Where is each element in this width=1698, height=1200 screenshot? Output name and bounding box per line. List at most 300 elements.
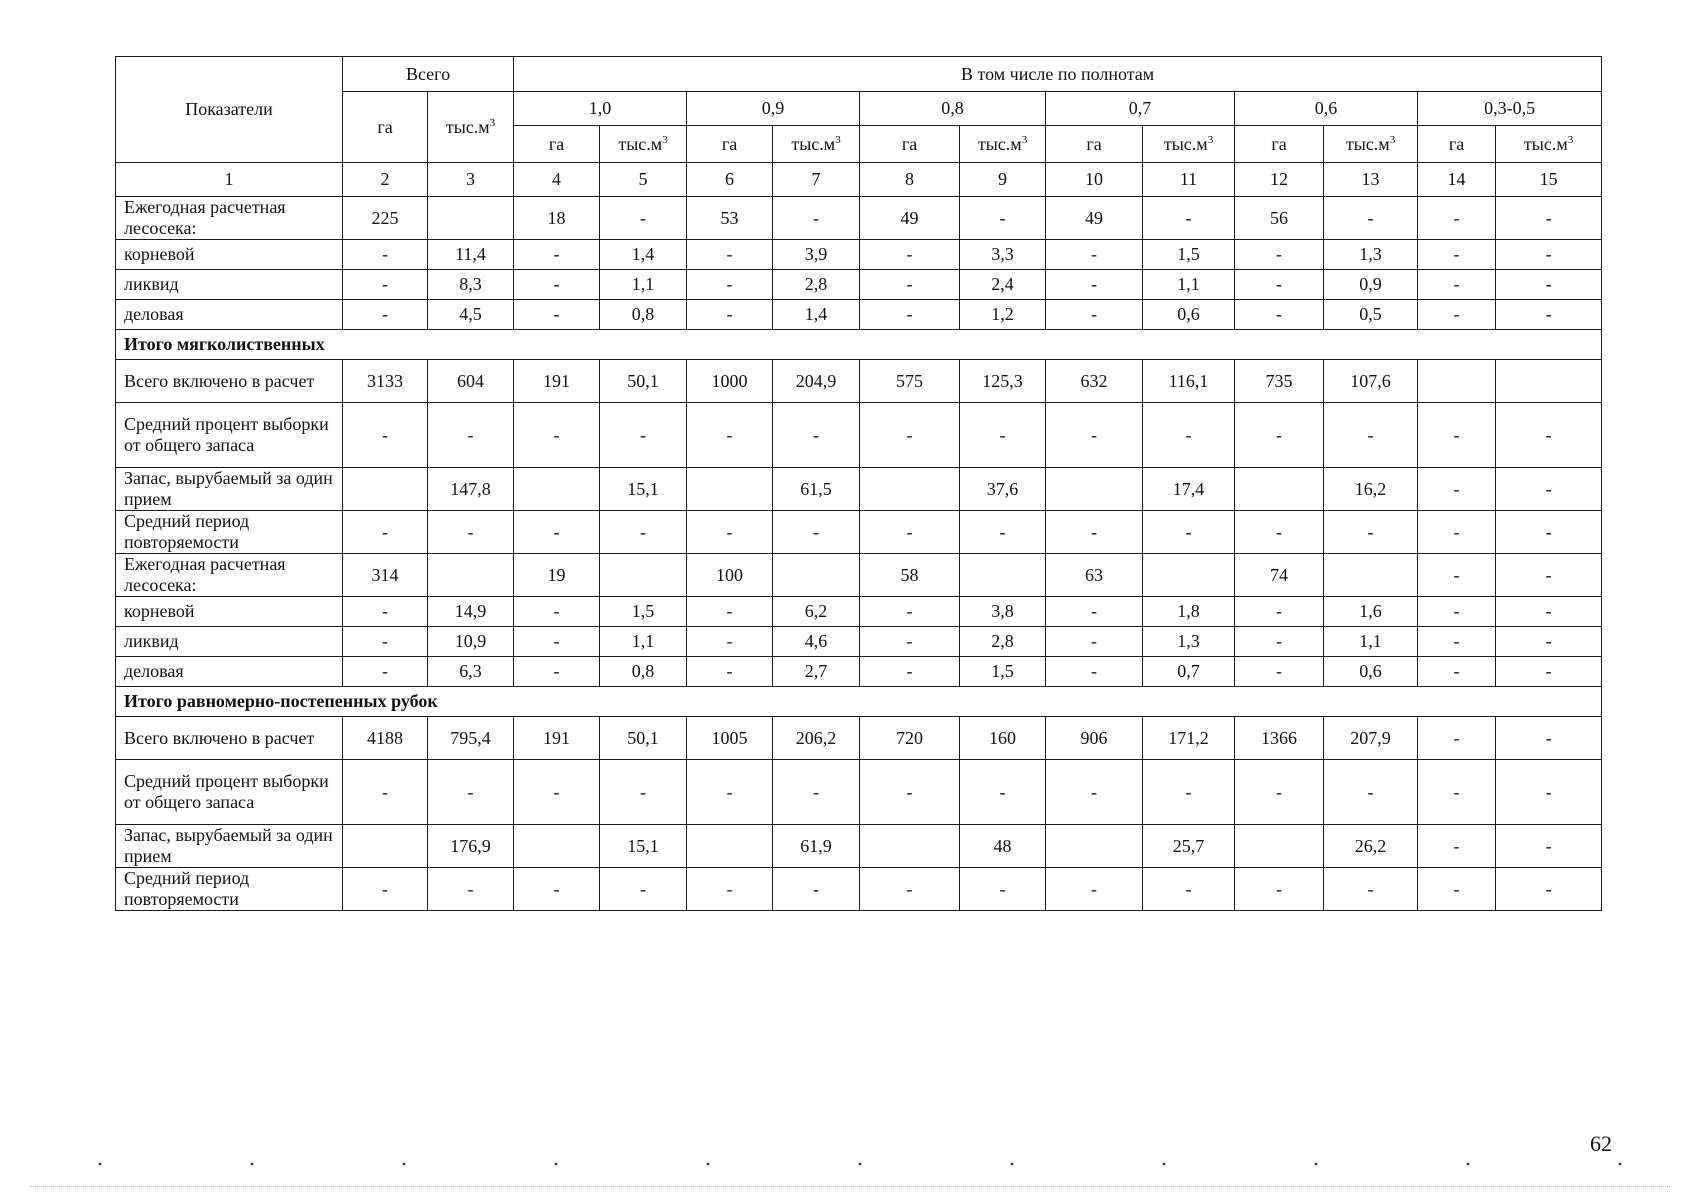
header-total: Всего: [343, 57, 514, 92]
table-cell: 49: [860, 197, 960, 240]
table-cell: -: [1324, 760, 1418, 825]
table-body: [116, 197, 1602, 911]
table-cell: -: [343, 300, 428, 330]
table-row: [116, 240, 1602, 270]
table-cell: 147,8: [428, 468, 514, 511]
table-cell: -: [600, 760, 687, 825]
column-number: 4: [514, 163, 600, 197]
unit-ha-header: га: [1418, 126, 1496, 163]
table-cell: 0,9: [1324, 270, 1418, 300]
table-cell: -: [773, 760, 860, 825]
table-cell: -: [343, 403, 428, 468]
column-number: 11: [1143, 163, 1235, 197]
header-indicators: Показатели: [116, 57, 343, 163]
table-cell: 0,8: [600, 657, 687, 687]
table-cell: -: [428, 511, 514, 554]
table-cell: -: [1235, 760, 1324, 825]
table-cell: 1,1: [600, 627, 687, 657]
page-number: 62: [1590, 1131, 1612, 1156]
table-cell: 1,5: [600, 597, 687, 627]
scan-dot: [1163, 1163, 1166, 1166]
table-row: [116, 197, 1602, 240]
table-cell: -: [1418, 554, 1496, 597]
table-cell: -: [1418, 468, 1496, 511]
table-cell: -: [343, 511, 428, 554]
table-cell: 906: [1046, 717, 1143, 760]
section-row: [116, 687, 1602, 717]
table-cell: -: [343, 270, 428, 300]
scan-artifact-dots: [95, 1158, 1655, 1170]
table-row: [116, 627, 1602, 657]
table-cell: -: [773, 868, 860, 911]
table-cell: -: [1143, 760, 1235, 825]
table-cell: -: [687, 760, 773, 825]
row-label: Средний период повторяемости: [116, 511, 343, 554]
table-cell: -: [514, 597, 600, 627]
table-cell: 1,4: [600, 240, 687, 270]
table-cell: [600, 554, 687, 597]
table-cell: -: [1046, 403, 1143, 468]
table-cell: -: [600, 868, 687, 911]
table-cell: 1,5: [1143, 240, 1235, 270]
density-header: 0,6: [1235, 92, 1418, 126]
table-cell: 56: [1235, 197, 1324, 240]
table-cell: -: [1046, 657, 1143, 687]
table-cell: -: [687, 597, 773, 627]
table-cell: 10,9: [428, 627, 514, 657]
table-cell: -: [687, 270, 773, 300]
table-cell: -: [1046, 270, 1143, 300]
table-cell: -: [1324, 868, 1418, 911]
table-cell: -: [428, 403, 514, 468]
row-label: Средний процент выборки от общего запаса: [116, 403, 343, 468]
unit-volume-header: $тыс.м^3$: [1496, 126, 1602, 163]
scan-dot: [99, 1163, 102, 1166]
table-cell: -: [343, 760, 428, 825]
table-cell: 25,7: [1143, 825, 1235, 868]
table-cell: 50,1: [600, 717, 687, 760]
table-cell: 191: [514, 717, 600, 760]
table-row: [116, 300, 1602, 330]
column-number: 10: [1046, 163, 1143, 197]
table-cell: -: [1496, 300, 1602, 330]
table-row: [116, 360, 1602, 403]
density-header: 0,8: [860, 92, 1046, 126]
table-cell: -: [514, 403, 600, 468]
table-cell: -: [1046, 240, 1143, 270]
table-cell: [1046, 468, 1143, 511]
section-title: Итого мягколиственных: [116, 330, 1602, 360]
table-cell: -: [1143, 868, 1235, 911]
table-cell: -: [1496, 240, 1602, 270]
table-cell: -: [687, 403, 773, 468]
row-label: Ежегодная расчетная лесосека:: [116, 554, 343, 597]
table-cell: 14,9: [428, 597, 514, 627]
table-cell: 4188: [343, 717, 428, 760]
table-cell: 15,1: [600, 468, 687, 511]
table-cell: -: [1418, 270, 1496, 300]
table-cell: -: [1496, 468, 1602, 511]
unit-volume-header: $тыс.м^3$: [600, 126, 687, 163]
table-cell: [1496, 360, 1602, 403]
table-cell: 1,1: [600, 270, 687, 300]
table-row: [116, 270, 1602, 300]
row-label: Средний период повторяемости: [116, 868, 343, 911]
table-cell: 0,8: [600, 300, 687, 330]
table-cell: 16,2: [1324, 468, 1418, 511]
table-cell: -: [687, 300, 773, 330]
scan-dot: [859, 1163, 862, 1166]
table-cell: 37,6: [960, 468, 1046, 511]
table-cell: -: [1046, 511, 1143, 554]
table-cell: 1,1: [1324, 627, 1418, 657]
table-cell: -: [1143, 197, 1235, 240]
table-cell: 4,5: [428, 300, 514, 330]
table-row: [116, 825, 1602, 868]
table-cell: -: [1418, 717, 1496, 760]
table-cell: -: [1496, 627, 1602, 657]
table-cell: -: [860, 868, 960, 911]
table-cell: [1235, 468, 1324, 511]
table-cell: -: [1496, 403, 1602, 468]
row-label: Всего включено в расчет: [116, 360, 343, 403]
table-cell: 2,4: [960, 270, 1046, 300]
scan-dot: [403, 1163, 406, 1166]
table-cell: -: [1046, 300, 1143, 330]
table-cell: 125,3: [960, 360, 1046, 403]
table-cell: -: [1235, 868, 1324, 911]
table-cell: 1,5: [960, 657, 1046, 687]
column-number: 6: [687, 163, 773, 197]
scan-dot: [1619, 1163, 1622, 1166]
table-cell: 74: [1235, 554, 1324, 597]
table-cell: 107,6: [1324, 360, 1418, 403]
table-cell: -: [1046, 597, 1143, 627]
table-cell: -: [1143, 511, 1235, 554]
table-row: [116, 468, 1602, 511]
row-label: Запас, вырубаемый за один прием: [116, 825, 343, 868]
row-label: Всего включено в расчет: [116, 717, 343, 760]
density-header: 0,7: [1046, 92, 1235, 126]
table-cell: -: [1418, 868, 1496, 911]
unit-ha-header: га: [1046, 126, 1143, 163]
forest-cutting-table: [115, 56, 1602, 911]
scan-dot: [1315, 1163, 1318, 1166]
table-row: [116, 597, 1602, 627]
table-cell: -: [860, 300, 960, 330]
table-cell: 1,3: [1324, 240, 1418, 270]
table-row: [116, 657, 1602, 687]
column-number: 15: [1496, 163, 1602, 197]
table-cell: -: [1418, 597, 1496, 627]
table-cell: 6,2: [773, 597, 860, 627]
table-cell: 11,4: [428, 240, 514, 270]
table-cell: [960, 554, 1046, 597]
table-cell: 48: [960, 825, 1046, 868]
table-cell: -: [773, 403, 860, 468]
table-cell: [1418, 360, 1496, 403]
table-cell: -: [1418, 300, 1496, 330]
table-cell: 3,9: [773, 240, 860, 270]
table-cell: 100: [687, 554, 773, 597]
table-cell: 61,5: [773, 468, 860, 511]
unit-volume-header: $тыс.м^3$: [960, 126, 1046, 163]
table-cell: [1324, 554, 1418, 597]
table-cell: -: [960, 760, 1046, 825]
table-cell: -: [1235, 627, 1324, 657]
table-cell: [343, 468, 428, 511]
table-cell: -: [343, 657, 428, 687]
table-cell: -: [1235, 597, 1324, 627]
table-cell: -: [687, 868, 773, 911]
table-cell: 171,2: [1143, 717, 1235, 760]
header-total-volume: $тыс.м^3$: [428, 92, 514, 163]
table-cell: -: [1418, 657, 1496, 687]
table-cell: -: [514, 240, 600, 270]
column-number: 14: [1418, 163, 1496, 197]
table-cell: -: [960, 868, 1046, 911]
table-cell: -: [687, 240, 773, 270]
density-header: 0,9: [687, 92, 860, 126]
table-cell: -: [1046, 760, 1143, 825]
scan-artifact-line: [30, 1186, 1670, 1187]
table-cell: -: [1046, 868, 1143, 911]
table-cell: -: [1496, 657, 1602, 687]
column-number-row: [116, 163, 1602, 197]
table-cell: -: [1496, 597, 1602, 627]
table-cell: -: [860, 760, 960, 825]
table-cell: -: [343, 868, 428, 911]
table-cell: -: [860, 240, 960, 270]
table-cell: 0,7: [1143, 657, 1235, 687]
table-cell: 2,8: [773, 270, 860, 300]
table-cell: 604: [428, 360, 514, 403]
row-label: ликвид: [116, 270, 343, 300]
table-cell: -: [1418, 825, 1496, 868]
table-cell: 1005: [687, 717, 773, 760]
table-cell: -: [860, 597, 960, 627]
unit-ha-header: га: [514, 126, 600, 163]
table-cell: 63: [1046, 554, 1143, 597]
table-cell: [428, 554, 514, 597]
table-cell: -: [514, 270, 600, 300]
table-row: [116, 403, 1602, 468]
table-cell: -: [1496, 511, 1602, 554]
table-cell: -: [1418, 760, 1496, 825]
table-cell: -: [343, 597, 428, 627]
table-cell: -: [860, 403, 960, 468]
table-cell: -: [860, 657, 960, 687]
table-cell: -: [1324, 511, 1418, 554]
table-cell: -: [600, 511, 687, 554]
unit-volume-header: $тыс.м^3$: [773, 126, 860, 163]
column-number: 8: [860, 163, 960, 197]
table-cell: 19: [514, 554, 600, 597]
table-cell: -: [428, 760, 514, 825]
table-cell: 225: [343, 197, 428, 240]
scan-dot: [707, 1163, 710, 1166]
density-header: 1,0: [514, 92, 687, 126]
table-cell: -: [1496, 270, 1602, 300]
section-row: [116, 330, 1602, 360]
table-cell: 204,9: [773, 360, 860, 403]
table-cell: -: [860, 511, 960, 554]
scan-dot: [555, 1163, 558, 1166]
row-label: корневой: [116, 240, 343, 270]
table-cell: 8,3: [428, 270, 514, 300]
table-cell: 632: [1046, 360, 1143, 403]
table-cell: [514, 825, 600, 868]
table-row: [116, 760, 1602, 825]
table-cell: -: [1418, 403, 1496, 468]
table-cell: -: [960, 403, 1046, 468]
table-cell: 1366: [1235, 717, 1324, 760]
table-row: [116, 511, 1602, 554]
table-cell: 1,8: [1143, 597, 1235, 627]
table-cell: -: [1235, 511, 1324, 554]
table-cell: -: [1324, 403, 1418, 468]
table-cell: -: [1418, 197, 1496, 240]
unit-volume-header: $тыс.м^3$: [1324, 126, 1418, 163]
unit-ha-header: га: [687, 126, 773, 163]
unit-ha-header: га: [1235, 126, 1324, 163]
table-cell: [687, 825, 773, 868]
table-cell: 0,5: [1324, 300, 1418, 330]
table-cell: -: [514, 511, 600, 554]
table-cell: 3,3: [960, 240, 1046, 270]
table-cell: -: [514, 657, 600, 687]
table-cell: 0,6: [1324, 657, 1418, 687]
table-cell: -: [1235, 240, 1324, 270]
table-cell: 15,1: [600, 825, 687, 868]
column-number: 12: [1235, 163, 1324, 197]
table-cell: 116,1: [1143, 360, 1235, 403]
table-cell: 735: [1235, 360, 1324, 403]
table-cell: -: [514, 300, 600, 330]
table-cell: -: [960, 197, 1046, 240]
table-cell: [343, 825, 428, 868]
table-cell: -: [1496, 868, 1602, 911]
table-cell: 3,8: [960, 597, 1046, 627]
table-cell: [1046, 825, 1143, 868]
table-cell: -: [687, 657, 773, 687]
table-cell: 18: [514, 197, 600, 240]
table-cell: -: [687, 511, 773, 554]
table-cell: [860, 825, 960, 868]
table-cell: 2,8: [960, 627, 1046, 657]
row-label: деловая: [116, 300, 343, 330]
table-cell: -: [1143, 403, 1235, 468]
table-cell: 314: [343, 554, 428, 597]
table-cell: 575: [860, 360, 960, 403]
table-cell: -: [1496, 197, 1602, 240]
table-cell: 17,4: [1143, 468, 1235, 511]
table-cell: -: [343, 240, 428, 270]
table-cell: 1,1: [1143, 270, 1235, 300]
unit-ha-header: га: [860, 126, 960, 163]
table-cell: -: [1235, 300, 1324, 330]
table-cell: -: [1496, 825, 1602, 868]
table-cell: 191: [514, 360, 600, 403]
table-cell: -: [773, 197, 860, 240]
table-cell: [860, 468, 960, 511]
table-cell: 50,1: [600, 360, 687, 403]
column-number: 3: [428, 163, 514, 197]
column-number: 2: [343, 163, 428, 197]
table-cell: 1,6: [1324, 597, 1418, 627]
table-cell: 207,9: [1324, 717, 1418, 760]
table-row: [116, 717, 1602, 760]
table-cell: [428, 197, 514, 240]
table-cell: 160: [960, 717, 1046, 760]
column-number: 9: [960, 163, 1046, 197]
table-cell: 795,4: [428, 717, 514, 760]
table-cell: [773, 554, 860, 597]
table-cell: [1143, 554, 1235, 597]
table-cell: -: [514, 760, 600, 825]
table-cell: 26,2: [1324, 825, 1418, 868]
table-cell: 1,4: [773, 300, 860, 330]
column-number: 13: [1324, 163, 1418, 197]
table-cell: [687, 468, 773, 511]
column-number: 5: [600, 163, 687, 197]
table-cell: 0,6: [1143, 300, 1235, 330]
header-by-density: В том числе по полнотам: [514, 57, 1602, 92]
table-cell: -: [1496, 717, 1602, 760]
table-cell: -: [860, 627, 960, 657]
section-title: Итого равномерно-постепенных рубок: [116, 687, 1602, 717]
row-label: деловая: [116, 657, 343, 687]
table-cell: -: [1418, 511, 1496, 554]
table-cell: -: [1046, 627, 1143, 657]
table-cell: -: [1418, 240, 1496, 270]
table-cell: 61,9: [773, 825, 860, 868]
table-cell: [1235, 825, 1324, 868]
scan-dot: [251, 1163, 254, 1166]
table-cell: 6,3: [428, 657, 514, 687]
row-label: ликвид: [116, 627, 343, 657]
table-cell: -: [960, 511, 1046, 554]
scan-dot: [1467, 1163, 1470, 1166]
table-cell: -: [600, 403, 687, 468]
table-cell: -: [600, 197, 687, 240]
row-label: Средний процент выборки от общего запаса: [116, 760, 343, 825]
row-label: корневой: [116, 597, 343, 627]
table-cell: 176,9: [428, 825, 514, 868]
scan-dot: [1011, 1163, 1014, 1166]
table-cell: 1,2: [960, 300, 1046, 330]
table-cell: 4,6: [773, 627, 860, 657]
table-cell: 49: [1046, 197, 1143, 240]
table-cell: -: [1235, 270, 1324, 300]
table-cell: -: [428, 868, 514, 911]
table-cell: -: [687, 627, 773, 657]
table-cell: -: [514, 627, 600, 657]
table-cell: -: [1324, 197, 1418, 240]
column-number: 1: [116, 163, 343, 197]
table-cell: -: [1496, 554, 1602, 597]
header-total-ha: га: [343, 92, 428, 163]
table-cell: [514, 468, 600, 511]
table-cell: 720: [860, 717, 960, 760]
density-header: 0,3-0,5: [1418, 92, 1602, 126]
unit-volume-header: $тыс.м^3$: [1143, 126, 1235, 163]
table-cell: -: [1496, 760, 1602, 825]
table-cell: -: [860, 270, 960, 300]
table-row: [116, 868, 1602, 911]
table-cell: -: [1235, 403, 1324, 468]
table-cell: 1000: [687, 360, 773, 403]
